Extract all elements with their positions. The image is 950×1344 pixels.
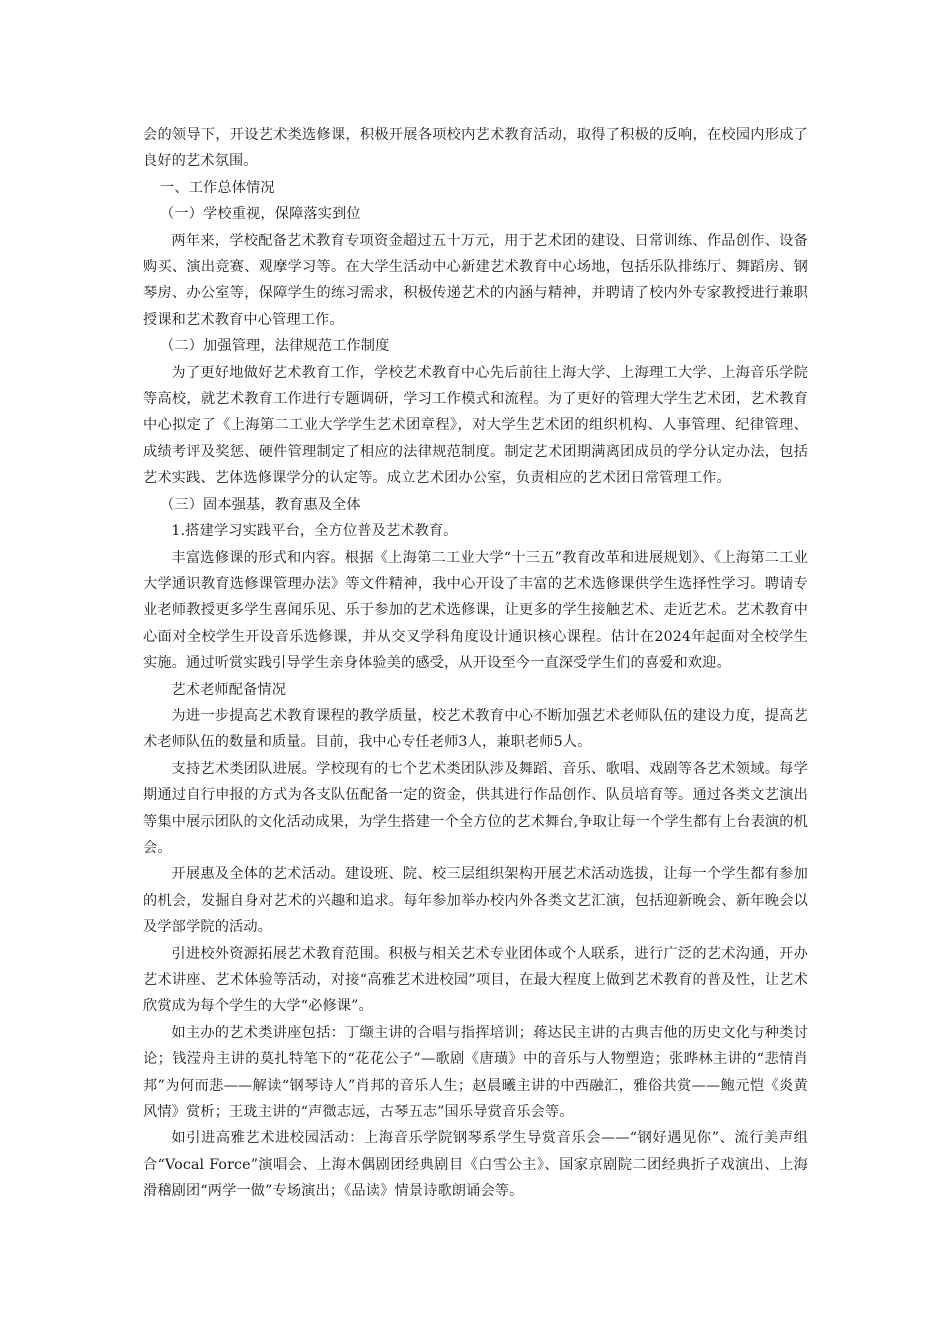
subsection-heading: （二）加强管理，法律规范工作制度 <box>160 338 390 355</box>
paragraph: 如引进高雅艺术进校园活动：上海音乐学院钢琴系学生导赏音乐会——“钢好遇见你”、流行美声组合“Vocal Force”演唱会、上海木偶剧团经典剧目《白雪公主》、国家京剧院二团经典折子戏演出、上海滑稽剧团“两学一做”专场演出；《品读》情景诗歌朗诵会等。 <box>143 1130 808 1200</box>
paragraph: 为了更好地做好艺术教育工作，学校艺术教育中心先后前往上海大学、上海理工大学、上海音乐学院等高校，就艺术教育工作进行专题调研，学习工作模式和流程。为了更好的管理大学生艺术团，艺术教育中心拟定了《上海第二工业大学学生艺术团章程》，对大学生艺术团的组织机构、人事管理、纪律管理、成绩考评及奖惩、硬件管理制定了相应的法律规范制度。制定艺术团期满离团成员的学分认定办法，包括艺术实践、艺体选修课学分的认定等。成立艺术团办公室，负责相应的艺术团日常管理工作。 <box>143 364 808 487</box>
subsection-heading: （三）固本强基，教育惠及全体 <box>160 496 361 513</box>
paragraph: 引进校外资源拓展艺术教育范围。积极与相关艺术专业团体或个人联系，进行广泛的艺术沟通，开办艺术讲座、艺术体验等活动，对接“高雅艺术进校园”项目，在最大程度上做到艺术教育的普及性，让艺术欣赏成为每个学生的大学“必修课”。 <box>143 945 808 1015</box>
list-heading: 1.搭建学习实践平台，全方位普及艺术教育。 <box>171 523 458 540</box>
paragraph: 丰富选修课的形式和内容。根据《上海第二工业大学“十三五”教育改革和进展规划》、《上海第二工业大学通识教育选修课管理办法》等文件精神，我中心开设了丰富的艺术选修课供学生选择性学习。聘请专业老师教授更多学生喜闻乐见、乐于参加的艺术选修课，让更多的学生接触艺术、走近艺术。艺术教育中心面对全校学生开设音乐选修课，并从交叉学科角度设计通识核心课程。估计在2024年起面对全校学生实施。通过听赏实践引导学生亲身体验美的感受，从开设至今一直深受学生们的喜爱和欢迎。 <box>143 549 808 672</box>
paragraph: 两年来，学校配备艺术教育专项资金超过五十万元，用于艺术团的建设、日常训练、作品创作、设备购买、演出竞赛、观摩学习等。在大学生活动中心新建艺术教育中心场地，包括乐队排练厅、舞蹈房、钢琴房、办公室等，保障学生的练习需求，积极传递艺术的内涵与精神，并聘请了校内外专家教授进行兼职授课和艺术教育中心管理工作。 <box>143 232 808 328</box>
paragraph: 如主办的艺术类讲座包括：丁缬主讲的合唱与指挥培训；蒋达民主讲的古典吉他的历史文化与种类讨论；钱滢舟主讲的莫扎特笔下的“花花公子”—歌剧《唐璜》中的音乐与人物塑造；张晔林主讲的“悲情肖邦”为何而悲——解读“钢琴诗人”肖邦的音乐人生；赵晨曦主讲的中西融汇，雅俗共赏——鲍元恺《炎黄风情》赏析；王珑主讲的“声微志远，古琴五志”国乐导赏音乐会等。 <box>143 1024 808 1121</box>
section-heading: 一、工作总体情况 <box>160 179 275 196</box>
paragraph: 为进一步提高艺术教育课程的教学质量，校艺术教育中心不断加强艺术老师队伍的建设力度，提高艺术老师队伍的数量和质量。目前，我中心专任老师3人，兼职老师5人。 <box>143 707 808 751</box>
paragraph-continuation: 会的领导下，开设艺术类选修课，积极开展各项校内艺术教育活动，取得了积极的反响，在校园内形成了良好的艺术氛围。 <box>143 127 808 170</box>
paragraph-heading: 艺术老师配备情况 <box>171 681 287 698</box>
paragraph: 开展惠及全体的艺术活动。建设班、院、校三层组织架构开展艺术活动选拔，让每一个学生都有参加的机会，发掘自身对艺术的兴趣和追求。每年参加举办校内外各类文艺汇演，包括迎新晚会、新年晚会以及学部学院的活动。 <box>143 866 808 936</box>
paragraph: 支持艺术类团队进展。学校现有的七个艺术类团队涉及舞蹈、音乐、歌唱、戏剧等各艺术领域。每学期通过自行申报的方式为各支队伍配备一定的资金，供其进行作品创作、队员培育等。通过各类文艺演出等集中展示团队的文化活动成果，为学生搭建一个全方位的艺术舞台,争取让每一个学生都有上台表演的机会。 <box>143 760 808 856</box>
document-body <box>143 122 808 1205</box>
subsection-heading: （一）学校重视，保障落实到位 <box>160 206 361 223</box>
